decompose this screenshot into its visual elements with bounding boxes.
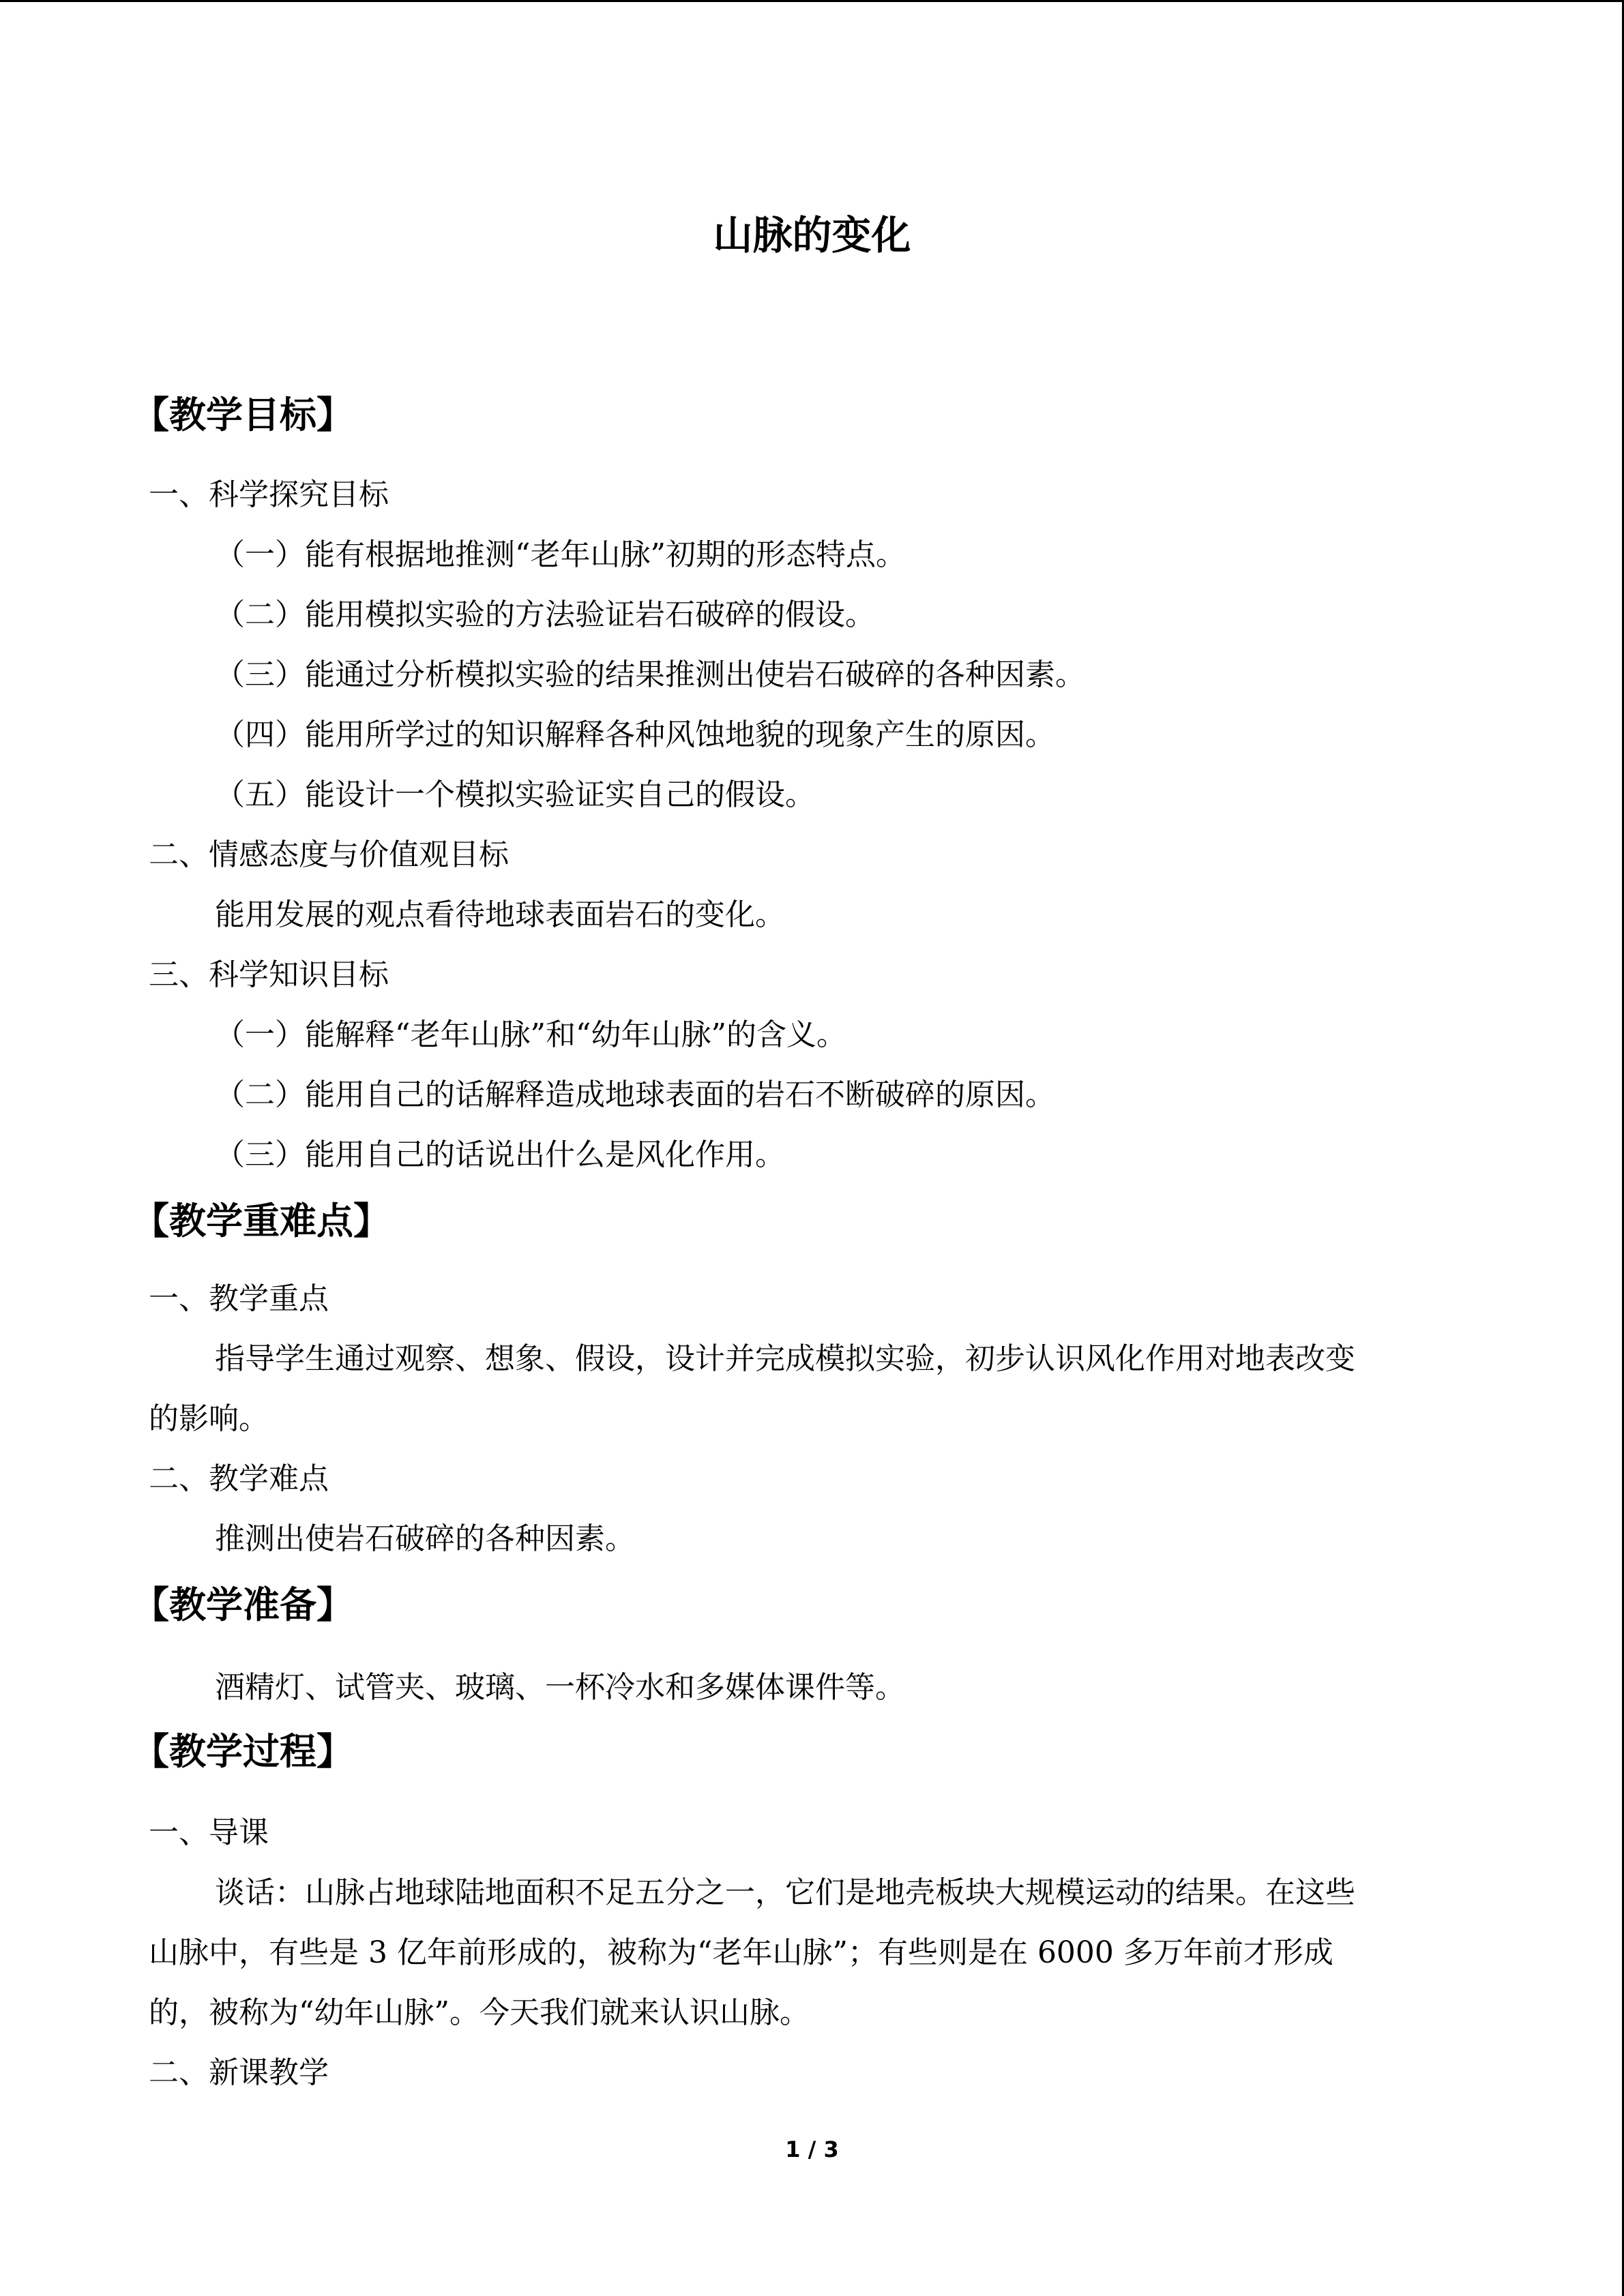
new-lesson-title: 二、新课教学 bbox=[149, 2055, 329, 2090]
page-title: 山脉的变化 bbox=[713, 212, 911, 258]
focus-text: 指导学生通过观察、想象、假设，设计并完成模拟实验，初步认识风化作用对地表改变 bbox=[215, 1341, 1355, 1376]
section-heading-objectives: 【教学目标】 bbox=[132, 393, 353, 436]
inquiry-item: （三）能通过分析模拟实验的结果推测出使岩石破碎的各种因素。 bbox=[215, 657, 1085, 692]
knowledge-title: 三、科学知识目标 bbox=[149, 957, 389, 992]
section-heading-preparation: 【教学准备】 bbox=[132, 1583, 353, 1626]
focus-title: 一、教学重点 bbox=[149, 1281, 329, 1316]
section-heading-process: 【教学过程】 bbox=[132, 1729, 353, 1773]
knowledge-item: （一）能解释“老年山脉”和“幼年山脉”的含义。 bbox=[215, 1017, 846, 1052]
attitude-title: 二、情感态度与价值观目标 bbox=[149, 837, 509, 872]
inquiry-item: （二）能用模拟实验的方法验证岩石破碎的假设。 bbox=[215, 597, 875, 632]
intro-title: 一、导课 bbox=[149, 1815, 269, 1850]
page-indicator: 1 / 3 bbox=[785, 2136, 839, 2162]
preparation-text: 酒精灯、试管夹、玻璃、一杯冷水和多媒体课件等。 bbox=[215, 1670, 905, 1705]
knowledge-item: （三）能用自己的话说出什么是风化作用。 bbox=[215, 1137, 785, 1172]
focus-text-continued: 的影响。 bbox=[149, 1401, 269, 1436]
difficulty-text: 推测出使岩石破碎的各种因素。 bbox=[215, 1521, 635, 1556]
intro-text: 谈话：山脉占地球陆地面积不足五分之一，它们是地壳板块大规模运动的结果。在这些 bbox=[215, 1875, 1355, 1910]
page-border-top bbox=[0, 0, 1624, 2]
intro-text-continued: 山脉中，有些是 3 亿年前形成的，被称为“老年山脉”；有些则是在 6000 多万年前才形成 bbox=[149, 1935, 1333, 1970]
inquiry-item: （一）能有根据地推测“老年山脉”初期的形态特点。 bbox=[215, 537, 906, 572]
inquiry-item: （四）能用所学过的知识解释各种风蚀地貌的现象产生的原因。 bbox=[215, 717, 1055, 752]
attitude-text: 能用发展的观点看待地球表面岩石的变化。 bbox=[215, 897, 785, 932]
section-heading-key-points: 【教学重难点】 bbox=[132, 1199, 390, 1242]
intro-text-continued: 的，被称为“幼年山脉”。今天我们就来认识山脉。 bbox=[149, 1995, 810, 2030]
inquiry-item: （五）能设计一个模拟实验证实自己的假设。 bbox=[215, 777, 815, 812]
knowledge-item: （二）能用自己的话解释造成地球表面的岩石不断破碎的原因。 bbox=[215, 1077, 1055, 1112]
inquiry-title: 一、科学探究目标 bbox=[149, 477, 389, 512]
difficulty-title: 二、教学难点 bbox=[149, 1461, 329, 1496]
